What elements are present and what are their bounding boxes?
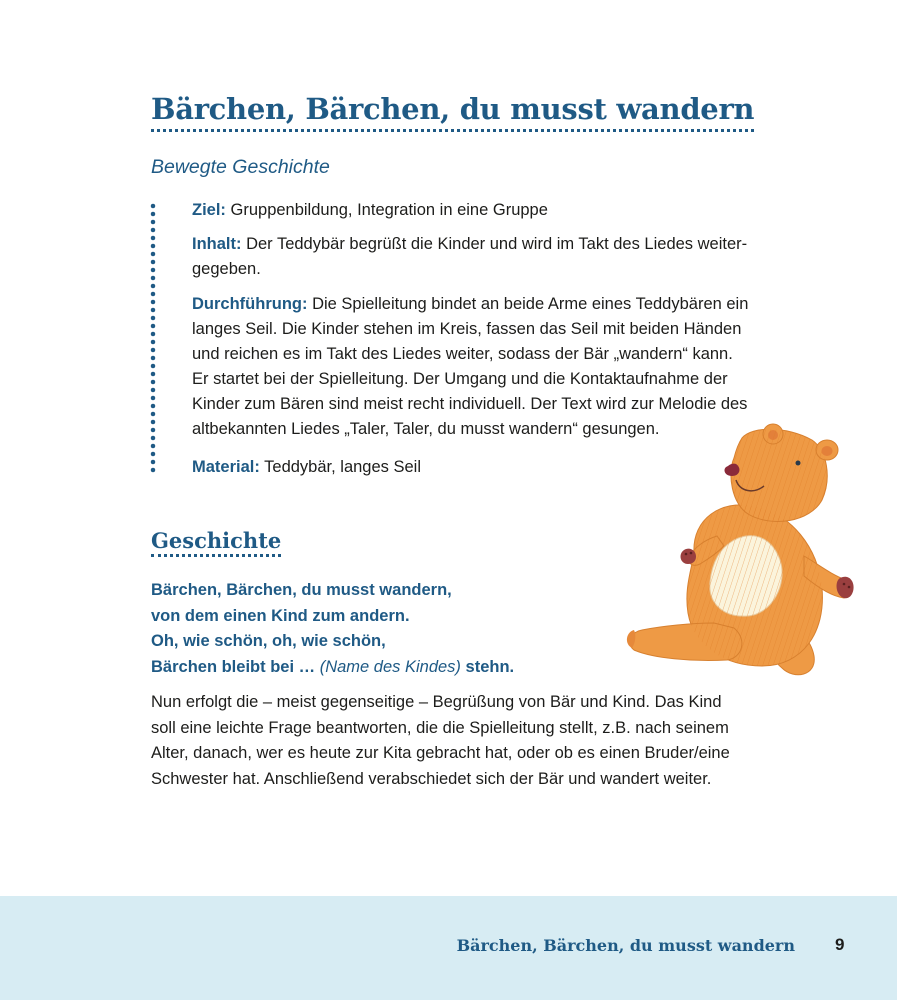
page-number: 9 <box>835 935 845 954</box>
teddy-bear-illustration <box>622 418 862 688</box>
bear-body-group <box>627 424 854 675</box>
page-footer <box>0 896 897 1000</box>
song-last-end: stehn. <box>460 657 515 676</box>
footer-title: Bärchen, Bärchen, du musst wandern <box>456 936 795 955</box>
info-inhalt-line: Der Teddybär begrüßt die Kinder und wird im Takt des Liedes weiter- <box>241 235 748 253</box>
info-durchfuehrung-line: und reichen es im Takt des Liedes weiter, sodass der Bär „wandern“ kann. <box>192 345 733 363</box>
song-line: Bärchen, Bärchen, du musst wandern, <box>151 581 452 599</box>
story-line: soll eine leichte Frage beantworten, die die Spielleitung stellt, z.B. nach seinem <box>151 718 729 737</box>
info-material-label: Material: <box>192 458 260 476</box>
info-inhalt <box>192 232 747 282</box>
page-title: Bärchen, Bärchen, du musst wandern <box>151 92 754 132</box>
dotted-rule <box>150 202 156 474</box>
song-lyrics <box>151 578 514 680</box>
info-durchfuehrung-line: Er startet bei der Spielleitung. Der Umgang und die Kontaktaufnahme der <box>192 370 728 388</box>
info-inhalt-line: gegeben. <box>192 260 261 278</box>
info-material-text: Teddybär, langes Seil <box>259 458 422 476</box>
info-durchfuehrung-line: langes Seil. Die Kinder stehen im Kreis, fassen das Seil mit beiden Händen <box>192 320 742 338</box>
info-durchfuehrung-line: Kinder zum Bären sind meist recht individuell. Der Text wird zur Melodie des <box>192 395 748 413</box>
story-heading: Geschichte <box>151 528 281 557</box>
subtitle: Bewegte Geschichte <box>151 156 330 178</box>
story-line: Schwester hat. Anschließend verabschiedet sich der Bär und wandert weiter. <box>151 769 712 788</box>
info-durchfuehrung-line: Die Spielleitung bindet an beide Arme eines Teddybären ein <box>307 295 749 313</box>
info-ziel-label: Ziel: <box>192 201 226 219</box>
info-material <box>192 455 421 480</box>
info-inhalt-label: Inhalt: <box>192 235 242 253</box>
info-durchfuehrung-line: altbekannten Liedes „Taler, Taler, du musst wandern“ gesungen. <box>192 420 660 438</box>
song-line-last <box>151 655 514 681</box>
song-last-start: Bärchen bleibt bei … <box>151 657 320 676</box>
song-line: Oh, wie schön, oh, wie schön, <box>151 632 386 650</box>
story-line: Nun erfolgt die – meist gegenseitige – Begrüßung von Bär und Kind. Das Kind <box>151 693 722 711</box>
story-text <box>151 690 730 792</box>
story-line: Alter, danach, wer es heute zur Kita gebracht hat, oder ob es einen Bruder/eine <box>151 744 730 762</box>
song-placeholder: (Name des Kindes) <box>319 657 461 676</box>
info-ziel-text: Gruppenbildung, Integration in eine Gruppe <box>225 201 548 219</box>
info-durchfuehrung-label: Durchführung: <box>192 295 308 313</box>
song-line: von dem einen Kind zum andern. <box>151 606 410 625</box>
info-ziel <box>192 198 548 223</box>
